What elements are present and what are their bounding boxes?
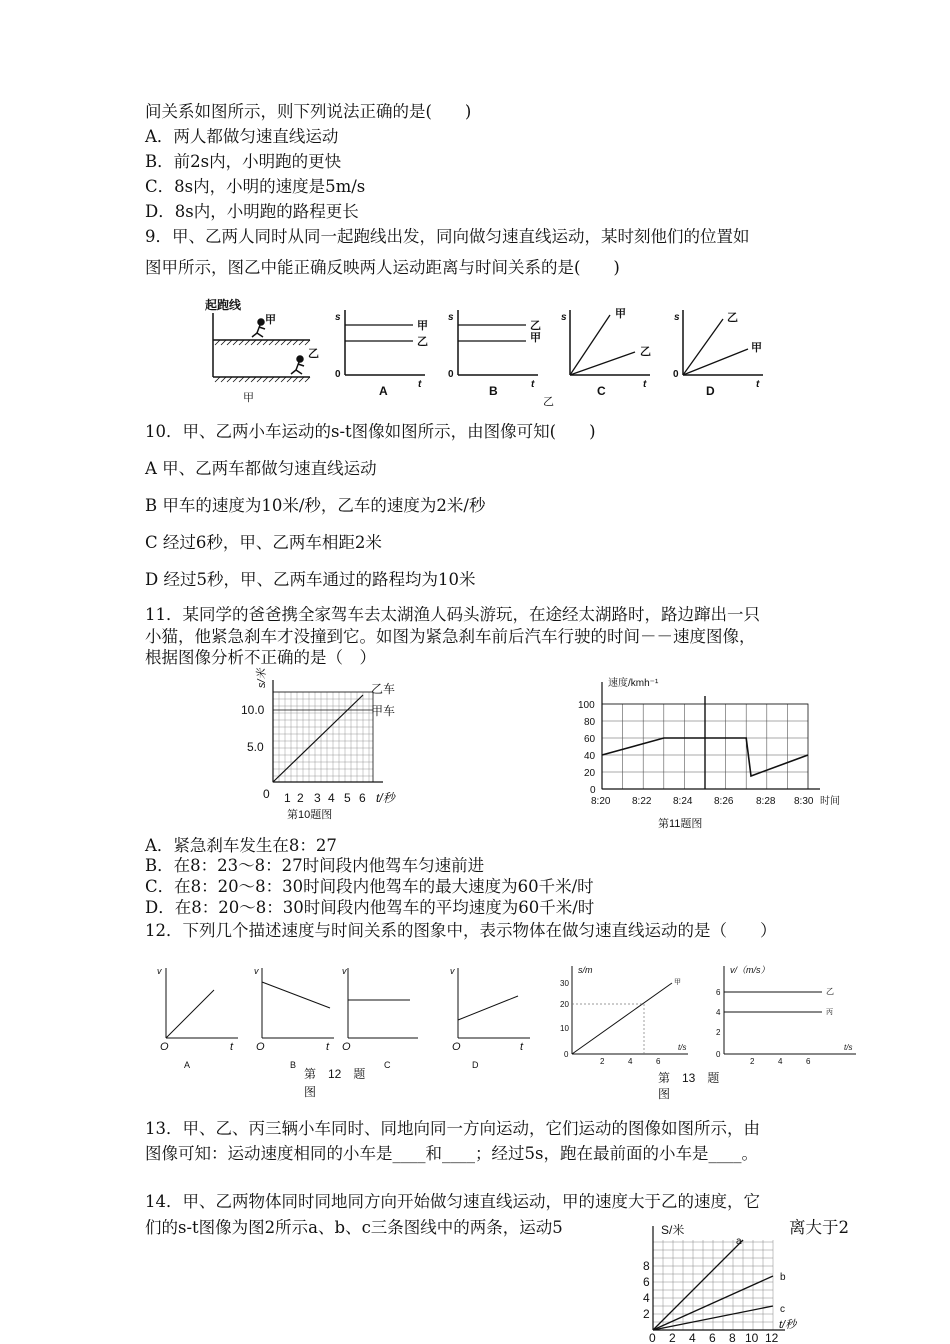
svg-text:v: v: [157, 966, 162, 976]
fig10-ytick-10: 10.0: [241, 703, 265, 717]
svg-text:80: 80: [584, 717, 596, 728]
svg-text:6: 6: [656, 1057, 661, 1066]
q12-graph-d: [450, 966, 530, 1070]
svg-text:c: c: [780, 1304, 785, 1315]
q8-option-a: A．两人都做匀速直线运动: [145, 127, 339, 146]
q9-fig-yi-caption: 乙: [543, 396, 554, 408]
svg-text:v: v: [254, 966, 259, 976]
svg-text:A: A: [184, 1060, 191, 1070]
q12-figure: [150, 960, 540, 1100]
fig11-xlabel: 时间: [820, 796, 840, 807]
svg-text:4: 4: [716, 1008, 721, 1017]
svg-text:8: 8: [729, 1331, 736, 1344]
svg-text:40: 40: [584, 751, 596, 762]
svg-text:8:20: 8:20: [591, 796, 611, 807]
q11-stem-line2: 小猫，他紧急刹车才没撞到它。如图为紧急刹车前后汽车行驶的时间－－速度图像，: [145, 627, 756, 646]
svg-text:0: 0: [649, 1331, 656, 1344]
fig13-figure: [560, 960, 860, 1100]
q9-fig-jia-caption: 甲: [243, 392, 254, 404]
svg-text:10: 10: [745, 1331, 759, 1344]
svg-text:0: 0: [590, 785, 596, 796]
svg-text:4: 4: [643, 1291, 650, 1305]
svg-text:4: 4: [328, 791, 335, 805]
fig13-line-jia: [572, 983, 672, 1054]
svg-text:O: O: [342, 1041, 351, 1053]
svg-text:4: 4: [628, 1057, 633, 1066]
svg-text:s: s: [448, 312, 454, 323]
q8-option-c: C．8s内，小明的速度是5m/s: [145, 177, 366, 196]
svg-text:100: 100: [578, 700, 595, 711]
q9-label-a: A: [379, 384, 388, 398]
fig10-caption: 第10题图: [287, 809, 333, 821]
runner-jia-label: 甲: [265, 314, 276, 326]
svg-text:s: s: [335, 312, 341, 323]
svg-text:t: t: [418, 379, 422, 390]
q9-option-d-graph: [673, 310, 763, 398]
q9-track: [205, 297, 319, 382]
fig10-ytick-5: 5.0: [247, 740, 264, 754]
fig10-xlabel: t/秒: [376, 791, 395, 805]
svg-text:10: 10: [560, 1024, 569, 1033]
svg-text:乙: 乙: [727, 312, 738, 324]
svg-text:t/s: t/s: [844, 1043, 853, 1052]
svg-text:1: 1: [284, 791, 291, 805]
svg-text:乙: 乙: [530, 320, 541, 332]
svg-text:s: s: [674, 312, 680, 323]
fig14-grid: [653, 1240, 773, 1330]
svg-text:t: t: [326, 1041, 330, 1053]
fig11-chart: [570, 672, 860, 837]
fig14-xlabel: t/秒: [779, 1319, 797, 1331]
svg-text:甲: 甲: [674, 979, 681, 986]
q14-stem-line1: 14．甲、乙两物体同时同地同方向开始做匀速直线运动，甲的速度大于乙的速度，它: [145, 1192, 760, 1211]
svg-text:乙: 乙: [640, 346, 651, 358]
svg-text:2: 2: [750, 1057, 755, 1066]
svg-text:20: 20: [584, 768, 596, 779]
q11-option-c: C．在8：20～8：30时间段内他驾车的最大速度为60千米/时: [145, 877, 594, 896]
svg-text:t: t: [756, 379, 760, 390]
q9-option-a-graph: [335, 310, 428, 398]
fig13-caption: 第 13 题: [658, 1071, 720, 1085]
q11-stem-line3: 根据图像分析不正确的是（ ）: [145, 648, 376, 667]
q14-stem-line2b: 离大于2: [789, 1218, 849, 1237]
fig14-line-a: [653, 1240, 743, 1330]
svg-text:8:24: 8:24: [673, 796, 693, 807]
svg-text:O: O: [452, 1041, 461, 1053]
svg-text:甲: 甲: [615, 308, 626, 320]
svg-text:5: 5: [344, 791, 351, 805]
svg-text:t/s: t/s: [678, 1043, 687, 1052]
q9-label-b: B: [489, 384, 498, 398]
svg-text:3: 3: [314, 791, 321, 805]
fig10-origin: 0: [263, 787, 270, 801]
svg-text:甲: 甲: [751, 342, 762, 354]
svg-text:12: 12: [765, 1331, 779, 1344]
svg-text:t: t: [643, 379, 647, 390]
q8-option-d: D．8s内，小明跑的路程更长: [145, 202, 359, 221]
svg-text:2: 2: [297, 791, 304, 805]
svg-text:v/（m/s）: v/（m/s）: [730, 965, 770, 975]
svg-text:8: 8: [643, 1259, 650, 1273]
q9-option-b-graph: [448, 310, 541, 398]
svg-text:s/m: s/m: [578, 965, 593, 975]
q11-stem-line1: 11．某同学的爸爸携全家驾车去太湖渔人码头游玩，在途经太湖路时，路边蹿出一只: [145, 605, 760, 624]
runner-jia-icon: [252, 319, 265, 337]
svg-text:乙: 乙: [417, 336, 428, 348]
svg-text:0: 0: [716, 1050, 721, 1059]
q12-graph-b: [254, 966, 334, 1070]
svg-text:t: t: [531, 379, 535, 390]
svg-text:6: 6: [716, 988, 721, 997]
svg-text:D: D: [472, 1060, 479, 1070]
svg-text:8:30: 8:30: [794, 796, 814, 807]
q10-stem: 10．甲、乙两小车运动的s-t图像如图所示，由图像可知( ): [145, 422, 596, 441]
svg-text:60: 60: [584, 734, 596, 745]
svg-text:v: v: [450, 966, 455, 976]
q9-option-c-graph: [561, 307, 651, 398]
svg-text:20: 20: [560, 1000, 569, 1009]
svg-text:2: 2: [643, 1307, 650, 1321]
svg-text:2: 2: [669, 1331, 676, 1344]
svg-text:6: 6: [359, 791, 366, 805]
q11-option-b: B．在8：23～8：27时间段内他驾车匀速前进: [145, 856, 485, 875]
svg-text:6: 6: [643, 1275, 650, 1289]
fig10-legend-yi: 乙车: [371, 682, 396, 696]
svg-text:0: 0: [564, 1050, 569, 1059]
runner-yi-icon: [291, 356, 304, 374]
q13-stem-line2: 图像可知：运动速度相同的小车是____和____；经过5s，跑在最前面的小车是____。: [145, 1144, 758, 1163]
q9-start-line-label: 起跑线: [205, 298, 242, 312]
svg-text:2: 2: [600, 1057, 605, 1066]
svg-text:C: C: [384, 1060, 391, 1070]
q11-option-d: D．在8：20～8：30时间段内他驾车的平均速度为60千米/时: [145, 898, 595, 917]
svg-text:O: O: [160, 1041, 169, 1053]
svg-text:0: 0: [448, 369, 454, 380]
q9-label-d: D: [706, 384, 715, 398]
fig13-right-graph: [716, 965, 856, 1066]
q10-option-c: C 经过6秒，甲、乙两车相距2米: [145, 533, 382, 552]
q13-stem-line1: 13．甲、乙、丙三辆小车同时、同地向同一方向运动，它们运动的图像如图所示，由: [145, 1119, 760, 1138]
q10-option-b: B 甲车的速度为10米/秒，乙车的速度为2米/秒: [145, 496, 486, 515]
svg-text:t: t: [520, 1041, 524, 1053]
q12-caption: 第 12 题: [304, 1067, 366, 1081]
svg-text:s: s: [561, 312, 567, 323]
svg-text:a: a: [736, 1236, 742, 1247]
q10-option-a: A 甲、乙两车都做匀速直线运动: [145, 459, 377, 478]
svg-text:丙: 丙: [826, 1009, 833, 1016]
q10-option-d: D 经过5秒，甲、乙两车通过的路程均为10米: [145, 570, 476, 589]
q9-stem-line2: 图甲所示，图乙中能正确反映两人运动距离与时间关系的是( ): [145, 258, 620, 277]
q8-stem: 间关系如图所示，则下列说法正确的是( ): [145, 102, 472, 121]
q12-graph-a: [157, 966, 238, 1070]
svg-text:2: 2: [716, 1028, 721, 1037]
fig10-grid: [273, 692, 373, 782]
svg-text:甲: 甲: [417, 320, 428, 332]
svg-text:甲: 甲: [530, 332, 541, 344]
fig13-left-graph: [560, 965, 688, 1066]
q14-stem-line2a: 们的s-t图像为图2所示a、b、c三条图线中的两条，运动5: [145, 1218, 563, 1237]
svg-text:6: 6: [709, 1331, 716, 1344]
fig10-ylabel: s/米: [256, 668, 268, 688]
svg-text:8:22: 8:22: [632, 796, 652, 807]
svg-text:乙: 乙: [826, 987, 834, 996]
fig10-legend-jia: 甲车: [371, 704, 396, 718]
svg-text:0: 0: [335, 369, 341, 380]
svg-text:t: t: [230, 1041, 234, 1053]
fig11-caption: 第11题图: [658, 818, 703, 830]
q11-option-a: A．紧急刹车发生在8：27: [145, 836, 337, 855]
svg-text:4: 4: [689, 1331, 696, 1344]
svg-text:0: 0: [673, 369, 679, 380]
q12-stem: 12．下列几个描述速度与时间关系的图象中，表示物体在做匀速直线运动的是（ ）: [145, 921, 777, 940]
svg-text:b: b: [780, 1272, 786, 1283]
fig14-chart: [635, 1220, 825, 1344]
svg-text:O: O: [256, 1041, 265, 1053]
svg-text:6: 6: [806, 1057, 811, 1066]
q9-label-c: C: [597, 384, 606, 398]
runner-yi-label: 乙: [308, 348, 319, 360]
fig14-ylabel: S/米: [661, 1223, 685, 1237]
q9-stem-line1: 9．甲、乙两人同时从同一起跑线出发，同向做匀速直线运动，某时刻他们的位置如: [145, 227, 750, 246]
q12-graph-c: [342, 966, 418, 1070]
svg-text:v: v: [342, 966, 347, 976]
svg-text:8:26: 8:26: [714, 796, 734, 807]
fig10-chart: [235, 670, 415, 825]
svg-text:图: 图: [304, 1085, 317, 1099]
fig11-ylabel: 速度/kmh⁻¹: [608, 678, 659, 689]
q8-option-b: B．前2s内，小明跑的更快: [145, 152, 342, 171]
svg-text:8:28: 8:28: [756, 796, 776, 807]
svg-text:图: 图: [658, 1087, 671, 1101]
svg-text:4: 4: [778, 1057, 783, 1066]
svg-text:B: B: [290, 1060, 297, 1070]
q9-figure: [195, 295, 775, 410]
svg-text:30: 30: [560, 979, 569, 988]
